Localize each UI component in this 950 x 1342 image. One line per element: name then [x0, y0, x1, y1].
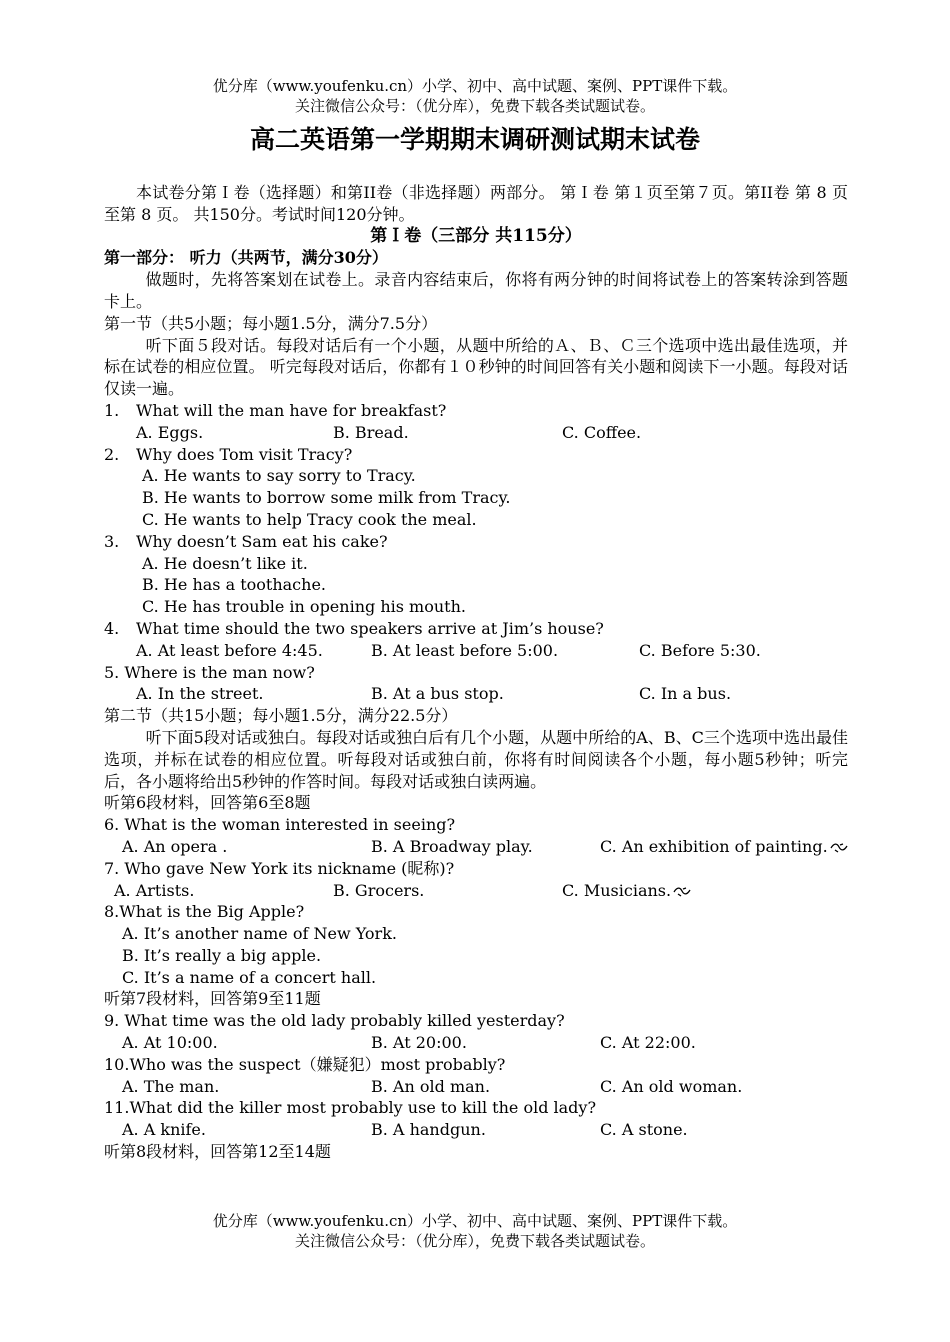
- question-5-text: 5. Where is the man now?: [104, 662, 315, 682]
- question-8-option-b: B. It’s really a big apple.: [122, 945, 322, 965]
- part1-instruction: 做题时，先将答案划在试卷上。录音内容结束后，你将有两分钟的时间将试卷上的答案转涂到答题卡上。: [104, 270, 848, 311]
- question-4-option-a: A. At least before 4:45.: [136, 640, 323, 660]
- section2-heading: 第二节（共15小题；每小题1.5分，满分22.5分）: [104, 706, 458, 726]
- question-8-option-c: C. It’s a name of a concert hall.: [122, 967, 377, 987]
- question-9-option-b: B. At 20:00.: [371, 1033, 467, 1053]
- question-5-option-a: A. In the street.: [136, 684, 264, 704]
- question-3-text: Why doesn’t Sam eat his cake?: [136, 531, 388, 551]
- question-10-option-a: A. The man.: [122, 1076, 220, 1096]
- question-1-number: 1.: [104, 400, 120, 420]
- material-6-heading: 听第6段材料，回答第6至8题: [104, 793, 311, 813]
- question-4: [104, 618, 848, 640]
- question-11-option-a: A. A knife.: [122, 1120, 206, 1140]
- section1-heading: 第一节（共5小题；每小题1.5分，满分7.5分）: [104, 313, 438, 333]
- header-line-2: 关注微信公众号：（优分库），免费下载各类试题试卷。: [294, 97, 655, 115]
- question-7-text: 7. Who gave New York its nickname (昵称)?: [104, 858, 455, 878]
- section2-instruction: 听下面5段对话或独白。每段对话或独白后有几个小题，从题中所给的A、B、C三个选项中选出最佳选项，并标在试卷的相应位置。听每段对话或独白前，你将有时间阅读各个小题，每小题5秒钟；听完后，各小题将给出5秒钟的作答时间。每段对话或独白读两遍。: [104, 727, 848, 791]
- question-4-text: What time should the two speakers arrive at Jim’s house?: [136, 618, 604, 638]
- question-10-options: [104, 1076, 848, 1098]
- question-10-option-c: C. An old woman.: [600, 1076, 743, 1096]
- question-4-options: [104, 640, 848, 662]
- footer-line-2: 关注微信公众号：（优分库），免费下载各类试题试卷。: [294, 1232, 655, 1250]
- question-3-number: 3.: [104, 531, 120, 551]
- scribble-mark-icon: [830, 842, 848, 853]
- question-6-option-a: A. An opera .: [122, 836, 228, 856]
- question-3-option-a: A. He doesn’t like it.: [142, 553, 308, 573]
- question-7-options: [104, 880, 848, 902]
- question-4-option-c: C. Before 5:30.: [639, 640, 761, 660]
- question-7-option-a: A. Artists.: [114, 880, 195, 900]
- material-7-heading: 听第7段材料，回答第9至11题: [104, 989, 321, 1009]
- header-line-1: 优分库（www.youfenku.cn）小学、初中、高中试题、案例、PPT课件下载。: [212, 77, 738, 95]
- footer-line-1: 优分库（www.youfenku.cn）小学、初中、高中试题、案例、PPT课件下载。: [212, 1212, 738, 1230]
- question-3-option-b: B. He has a toothache.: [142, 575, 326, 595]
- material-8-heading: 听第8段材料，回答第12至14题: [104, 1142, 331, 1162]
- part1-heading: 第一部分： 听力（共两节，满分30分）: [104, 248, 388, 268]
- question-2-option-b: B. He wants to borrow some milk from Tracy.: [142, 488, 511, 508]
- volume-heading: 第Ｉ卷（三部分 共115分）: [370, 225, 582, 246]
- question-10-option-b: B. An old man.: [371, 1076, 491, 1096]
- question-11-options: [104, 1119, 848, 1141]
- question-6-text: 6. What is the woman interested in seeing?: [104, 815, 456, 835]
- question-1-text: What will the man have for breakfast?: [136, 400, 447, 420]
- question-2: [104, 444, 848, 466]
- question-2-option-c: C. He wants to help Tracy cook the meal.: [142, 509, 477, 529]
- question-1: [104, 400, 848, 422]
- question-10-text: 10.Who was the suspect（嫌疑犯）most probably?: [104, 1054, 506, 1074]
- question-2-text: Why does Tom visit Tracy?: [136, 444, 353, 464]
- question-11-option-c: C. A stone.: [600, 1120, 688, 1140]
- question-7-option-c: C. Musicians.: [562, 880, 672, 900]
- question-2-option-a: A. He wants to say sorry to Tracy.: [142, 466, 416, 486]
- question-3-option-c: C. He has trouble in opening his mouth.: [142, 597, 466, 617]
- question-7-option-c-wrap: [562, 880, 691, 902]
- question-6-option-c: C. An exhibition of painting.: [600, 836, 828, 856]
- question-1-option-b: B. Bread.: [333, 422, 409, 442]
- question-4-number: 4.: [104, 618, 120, 638]
- question-9-options: [104, 1032, 848, 1054]
- question-8-text: 8.What is the Big Apple?: [104, 902, 305, 922]
- question-9-text: 9. What time was the old lady probably killed yesterday?: [104, 1011, 565, 1031]
- exam-title: 高二英语第一学期期末调研测试期末试卷: [249, 125, 700, 154]
- question-9-option-c: C. At 22:00.: [600, 1033, 696, 1053]
- question-1-option-a: A. Eggs.: [136, 422, 204, 442]
- intro-paragraph: 本试卷分第Ｉ卷（选择题）和第II卷（非选择题）两部分。 第Ｉ卷 第１页至第７页。第II卷 第 8 页至第 8 页。 共150分。考试时间120分钟。: [104, 183, 848, 224]
- question-11-text: 11.What did the killer most probably use to kill the old lady?: [104, 1098, 597, 1118]
- exam-body: [104, 182, 848, 1163]
- question-5-options: [104, 683, 848, 705]
- question-11-option-b: B. A handgun.: [371, 1120, 486, 1140]
- question-7-option-b: B. Grocers.: [333, 880, 425, 900]
- question-4-option-b: B. At least before 5:00.: [371, 640, 559, 660]
- question-6-option-b: B. A Broadway play.: [371, 836, 533, 856]
- question-5-option-c: C. In a bus.: [639, 684, 732, 704]
- question-6-option-c-wrap: [600, 836, 848, 858]
- question-6-options: [104, 836, 848, 858]
- scribble-mark-icon: [673, 886, 691, 897]
- question-1-options: [104, 422, 848, 444]
- question-2-number: 2.: [104, 444, 120, 464]
- question-3: [104, 531, 848, 553]
- question-8-option-a: A. It’s another name of New York.: [122, 924, 397, 944]
- question-1-option-c: C. Coffee.: [562, 422, 642, 442]
- section1-instruction: 听下面５段对话。每段对话后有一个小题，从题中所给的Ａ、Ｂ、Ｃ三个选项中选出最佳选项，并标在试卷的相应位置。 听完每段对话后，你都有１０秒钟的时间回答有关小题和阅读下一小题。每段对话仅读一遍。: [104, 335, 848, 399]
- question-9-option-a: A. At 10:00.: [122, 1033, 218, 1053]
- question-5-option-b: B. At a bus stop.: [371, 684, 504, 704]
